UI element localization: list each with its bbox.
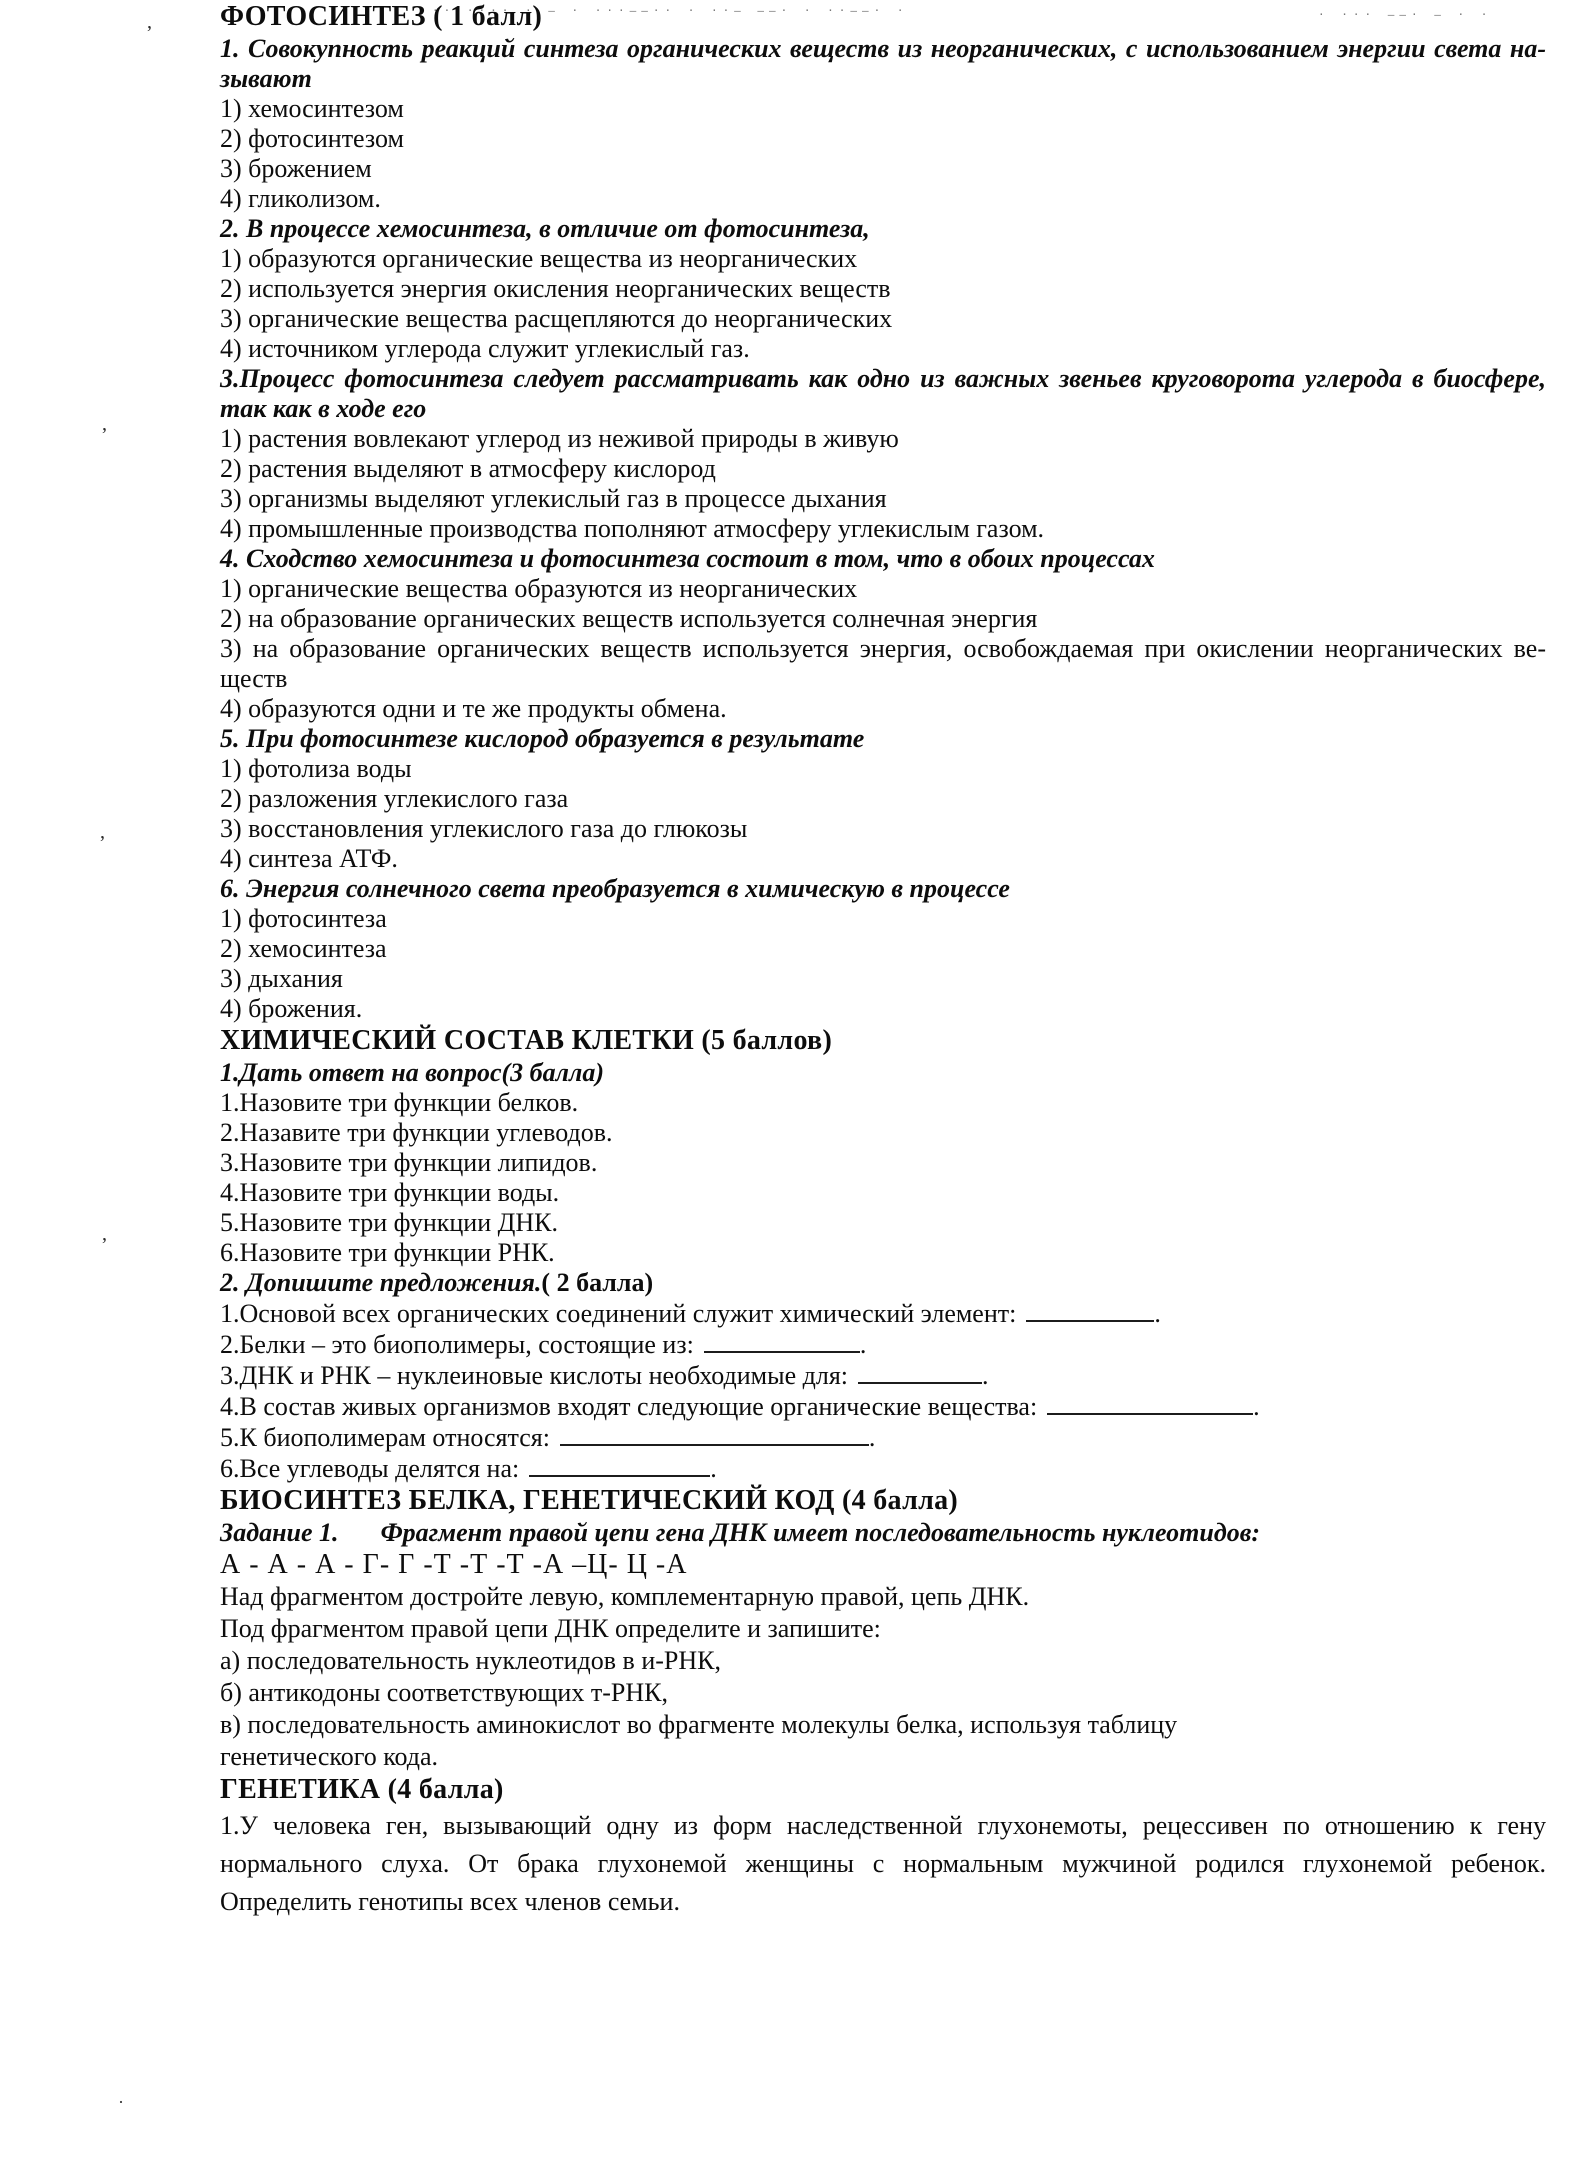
question-stem: 1. Совокупность реакций синтеза органических веществ из неорганических, с использованием энергии света на- [220, 34, 1546, 63]
question-stem: 4. Сходство хемосинтеза и фотосинтеза состоит в том, что в обоих процессах [220, 544, 1155, 573]
fill-in-item [220, 1360, 1546, 1391]
answer-option: 4) синтеза АТФ. [220, 844, 398, 873]
answer-option: 1) фотосинтеза [220, 904, 387, 933]
fill-in-tail: . [982, 1361, 989, 1390]
answer-option: 3) восстановления углекислого газа до глюкозы [220, 814, 748, 843]
task-instruction: Под фрагментом правой цепи ДНК определите и запишите: [220, 1614, 881, 1643]
task-heading [220, 1518, 1546, 1548]
answer-option: 1) растения вовлекают углерод из неживой природы в живую [220, 424, 899, 453]
answer-option: 3) дыхания [220, 964, 343, 993]
answer-option: 3) на образование органических веществ используется энергия, освобождаемая при окислении неорганических ве- [220, 634, 1546, 663]
question-stem-continuation: зывают [220, 64, 312, 93]
list-item: 2.Назавите три функции углеводов. [220, 1118, 613, 1147]
fill-in-item [220, 1422, 1546, 1453]
subsection-heading: 1.Дать ответ на вопрос(3 балла) [220, 1058, 604, 1087]
answer-option: 1) образуются органические вещества из неорганических [220, 244, 858, 273]
answer-blank [529, 1459, 710, 1477]
subsection-heading [220, 1268, 1546, 1298]
task-subitem-a: а) последовательность нуклеотидов в и-РНК, [220, 1646, 721, 1675]
question-stem: 6. Энергия солнечного света преобразуется в химическую в процессе [220, 874, 1010, 903]
fill-in-text: 1.Основой всех органических соединений служит химический элемент: [220, 1299, 1017, 1328]
scan-margin-tick: ’ [101, 1234, 108, 1256]
section-title-biosynthesis: БИОСИНТЕЗ БЕЛКА, ГЕНЕТИЧЕСКИЙ КОД (4 балла) [220, 1485, 959, 1516]
dna-sequence: А - А - А - Г- Г -Т -Т -Т -А –Ц- Ц -А [220, 1549, 688, 1580]
scan-margin-tick: ’ [101, 424, 108, 446]
problem-text-line: 1.У человека ген, вызывающий одну из форм наследственной глухонемоты, рецессивен по отношению к гену [220, 1811, 1546, 1840]
answer-blank [858, 1366, 982, 1384]
answer-blank [1026, 1304, 1154, 1322]
fill-in-text: 4.В состав живых организмов входят следующие органические вещества: [220, 1392, 1038, 1421]
fill-in-tail: . [710, 1454, 717, 1483]
problem-text-line: нормального слуха. От брака глухонемой женщины с нормальным мужчиной родился глухонемой ребенок. [220, 1849, 1546, 1878]
answer-blank [1047, 1397, 1253, 1415]
fill-in-tail: . [868, 1423, 876, 1452]
question-6 [220, 874, 1546, 1024]
subsection-heading-italic: 2. Допишите предложения. [220, 1268, 542, 1297]
answer-option: 4) промышленные производства пополняют атмосферу углекислым газом. [220, 514, 1045, 543]
fill-in-text: 6.Все углеводы делятся на: [220, 1454, 520, 1483]
fill-in-item [220, 1453, 1546, 1484]
question-1 [220, 34, 1546, 214]
task-label: Задание 1. [220, 1518, 339, 1547]
question-5 [220, 724, 1546, 874]
task-subitem-v: в) последовательность аминокислот во фрагменте молекулы белка, используя таблицу [220, 1710, 1178, 1739]
page-content [220, 0, 1546, 1921]
scan-dot: · [118, 2092, 124, 2112]
scan-noise-top-right: · ··· ––· – · · [1318, 8, 1493, 21]
answer-option-continuation: ществ [220, 664, 288, 693]
answer-option: 1) хемосинтезом [220, 94, 404, 123]
answer-option: 2) разложения углекислого газа [220, 784, 569, 813]
list-item: 3.Назовите три функции липидов. [220, 1148, 598, 1177]
answer-blank [560, 1428, 869, 1446]
scan-margin-tick: ’ [99, 832, 106, 854]
task-subitem-v-continuation: генетического кода. [220, 1742, 439, 1771]
question-stem: 3.Процесс фотосинтеза следует рассматривать как одно из важных звеньев круговорота углерода в биосфере, [220, 364, 1546, 393]
fill-in-item [220, 1329, 1546, 1360]
answer-option: 3) организмы выделяют углекислый газ в процессе дыхания [220, 484, 887, 513]
question-stem: 5. При фотосинтезе кислород образуется в результате [220, 724, 865, 753]
answer-option: 2) растения выделяют в атмосферу кислород [220, 454, 716, 483]
list-item: 6.Назовите три функции РНК. [220, 1238, 555, 1267]
answer-option: 1) органические вещества образуются из неорганических [220, 574, 858, 603]
answer-option: 4) гликолизом. [220, 184, 381, 213]
answer-option: 2) на образование органических веществ используется солнечная энергия [220, 604, 1038, 633]
section-title-chemistry: ХИМИЧЕСКИЙ СОСТАВ КЛЕТКИ (5 баллов) [220, 1025, 833, 1056]
task-instruction: Над фрагментом достройте левую, комплементарную правой, цепь ДНК. [220, 1582, 1030, 1611]
answer-option: 3) брожением [220, 154, 372, 183]
fill-in-text: 5.К биополимерам относятся: [220, 1423, 550, 1452]
answer-option: 2) хемосинтеза [220, 934, 387, 963]
task-subitem-b: б) антикодоны соответствующих т-РНК, [220, 1678, 668, 1707]
fill-in-text: 3.ДНК и РНК – нуклеиновые кислоты необходимые для: [220, 1361, 849, 1390]
answer-option: 3) органические вещества расщепляются до неорганических [220, 304, 893, 333]
scan-margin-tick: ’ [146, 22, 153, 44]
fill-in-item [220, 1298, 1546, 1329]
list-item: 5.Назовите три функции ДНК. [220, 1208, 558, 1237]
fill-in-tail: . [1253, 1392, 1260, 1421]
answer-option: 4) брожения. [220, 994, 363, 1023]
answer-option: 4) источником углерода служит углекислый газ. [220, 334, 750, 363]
fill-in-tail: . [1154, 1299, 1161, 1328]
scan-noise-top-left: ·· ···· · – · ···––·· · ··– ––· · ··––· · [432, 4, 909, 17]
section-title-photosynthesis: ФОТОСИНТЕЗ ( 1 балл) [220, 1, 543, 32]
list-item: 1.Назовите три функции белков. [220, 1088, 579, 1117]
fill-in-tail: . [859, 1330, 867, 1359]
task-text: Фрагмент правой цепи гена ДНК имеет последовательность нуклеотидов: [380, 1518, 1261, 1547]
answer-option: 1) фотолиза воды [220, 754, 412, 783]
answer-option: 4) образуются одни и те же продукты обмена. [220, 694, 727, 723]
fill-in-item [220, 1391, 1546, 1422]
answer-option: 2) используется энергия окисления неорганических веществ [220, 274, 891, 303]
list-item: 4.Назовите три функции воды. [220, 1178, 560, 1207]
section-title-genetics: ГЕНЕТИКА (4 балла) [220, 1774, 504, 1805]
subsection-heading-points: ( 2 балла) [541, 1268, 654, 1297]
question-stem: 2. В процессе хемосинтеза, в отличие от фотосинтеза, [220, 214, 870, 243]
question-2 [220, 214, 1546, 364]
question-3 [220, 364, 1546, 544]
question-4 [220, 544, 1546, 724]
question-stem-continuation: так как в ходе его [220, 394, 427, 423]
fill-in-text: 2.Белки – это биополимеры, состоящие из: [220, 1330, 694, 1359]
answer-option: 2) фотосинтезом [220, 124, 404, 153]
answer-blank [704, 1335, 860, 1353]
problem-text-line: Определить генотипы всех членов семьи. [220, 1887, 680, 1916]
